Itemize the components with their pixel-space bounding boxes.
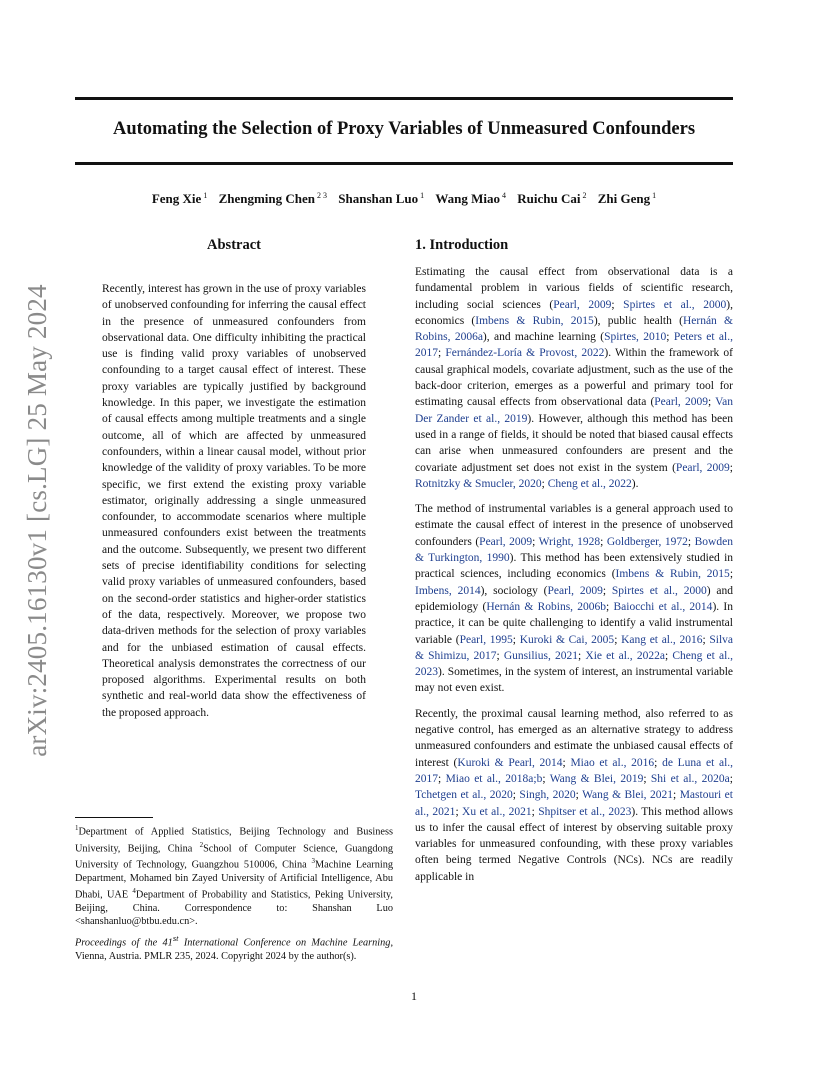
title-rule-bottom xyxy=(75,162,733,165)
citation-link[interactable]: Wang & Blei, 2021 xyxy=(582,789,674,802)
abstract-body: Recently, interest has grown in the use of proxy variables of unobserved confounding for inferring the causal effect in the presence of unmeasured confounders from observational data. One difficulty inhibiting the practical use is finding valid proxy variables of unobserved confounding to a target causal effect of interest. These proxy variables are typically justified by background knowledge. In this paper, we investigate the estimation of causal effects among multiple treatments and a single outcome, all of which are affected by unmeasured confounders, within a linear causal model, without prior knowledge of the validity of proxy variables. To be more specific, we first extend the existing proxy variable estimator, originally addressing a single unmeasured confounder, to accommodate scenarios where multiple unmeasured confounders exist between the treatments and the outcome. Subsequently, we present two different sets of precise identifiability conditions for selecting valid proxy variables of unmeasured confounders, based on the second-order statistics and higher-order statistics of the data, respectively. Moreover, we propose two data-driven methods for the selection of proxy variables and for the unbiased estimation of causal effects. Theoretical analysis demonstrates the correctness of our proposed algorithms. Experimental results on both synthetic and real-world data show the effectiveness of the proposed approach. xyxy=(102,283,366,719)
introduction-body xyxy=(415,264,733,894)
citation-link[interactable]: Xu et al., 2021 xyxy=(462,805,532,818)
abstract-heading: Abstract xyxy=(207,237,261,253)
citation-link[interactable]: Xie et al., 2022a xyxy=(585,649,665,662)
citation-link[interactable]: Pearl, 2009 xyxy=(675,461,730,474)
citation-link[interactable]: Mastouri et al., 2021 xyxy=(415,789,733,818)
citation-link[interactable]: Baiocchi et al., 2014 xyxy=(613,600,713,613)
citation-link[interactable]: Pearl, 2009 xyxy=(479,535,533,548)
citation-link[interactable]: Spirtes et al., 2000 xyxy=(623,298,727,311)
citation-link[interactable]: de Luna et al., 2017 xyxy=(415,756,734,785)
citation-link[interactable]: Shi et al., 2020a xyxy=(650,772,730,785)
citation-link[interactable]: Imbens & Rubin, 2015 xyxy=(475,314,594,327)
arxiv-stamp-text: arXiv:2405.16130v1 [cs.LG] 25 May 2024 xyxy=(21,283,52,757)
citation-link[interactable]: Pearl, 2009 xyxy=(547,584,603,597)
citation-link[interactable]: Miao et al., 2018a;b xyxy=(445,772,543,785)
citation-link[interactable]: Wang & Blei, 2019 xyxy=(549,772,644,785)
citation-link[interactable]: Gunsilius, 2021 xyxy=(503,649,579,662)
footnote-rule xyxy=(75,817,153,818)
citation-link[interactable]: Shpitser et al., 2023 xyxy=(538,805,632,818)
citation-link[interactable]: Van Der Zander et al., 2019 xyxy=(415,396,733,425)
citation-link[interactable]: Rotnitzky & Smucler, 2020 xyxy=(415,477,542,490)
citation-link[interactable]: Kuroki & Cai, 2005 xyxy=(519,633,615,646)
citation-link[interactable]: Tchetgen et al., 2020 xyxy=(415,789,513,802)
citation-link[interactable]: Pearl, 2009 xyxy=(553,298,612,311)
citation-link[interactable]: Kang et al., 2016 xyxy=(621,633,703,646)
author: Shanshan Luo $^1$ xyxy=(338,191,425,207)
citation-link[interactable]: Hernán & Robins, 2006a xyxy=(415,314,733,344)
citation-link[interactable]: Singh, 2020 xyxy=(519,789,576,802)
citation-link[interactable]: Hernán & Robins, 2006b xyxy=(486,600,607,613)
section-heading-introduction: 1. Introduction xyxy=(415,237,509,253)
author: Zhengming Chen $^{2 3}$ xyxy=(218,191,328,207)
intro-paragraph: Estimating the causal effect from observational data is a fundamental problem in various fields of scientific research, including social sciences (Pearl, 2009; Spirtes et al., 2000), economics (Imbens & Rubin, 2015), public health (Hernán & Robins, 2006a), and machine learning (Spirtes, 2010; Peters et al., 2017; Fernández-Loría & Provost, 2022). Within the framework of causal graphical models, covariate adjustment, such as the use of the back-door criterion, emerges as a powerful and primary tool for estimating causal effects from observational data (Pearl, 2009; Van Der Zander et al., 2019). However, although this method has been used in a range of fields, it should be noted that biased causal effects can arise when unmeasured confounders are present and the covariate adjustment set does not exist in the system (Pearl, 2009; Rotnitzky & Smucler, 2020; Cheng et al., 2022). xyxy=(415,266,734,490)
citation-link[interactable]: Miao et al., 2016 xyxy=(570,756,655,769)
citation-link[interactable]: Spirtes, 2010 xyxy=(604,331,667,344)
citation-link[interactable]: Fernández-Loría & Provost, 2022 xyxy=(445,347,605,360)
citation-link[interactable]: Pearl, 2009 xyxy=(654,396,708,409)
citation-link[interactable]: Cheng et al., 2022 xyxy=(547,477,632,490)
citation-link[interactable]: Bowden & Turkington, 1990 xyxy=(415,535,733,565)
intro-paragraph: Recently, the proximal causal learning method, also referred to as negative control, has emerged as an alternative strategy to address unmeasured confounders and estimate the unbiased causal effects of interest (Kuroki & Pearl, 2014; Miao et al., 2016; de Luna et al., 2017; Miao et al., 2018a;b; Wang & Blei, 2019; Shi et al., 2020a; Tchetgen et al., 2020; Singh, 2020; Wang & Blei, 2021; Mastouri et al., 2021; Xu et al., 2021; Shpitser et al., 2023). This method allows us to infer the causal effect of interest by observing suitable proxy variables for unmeasured confounding, with these proxy variables often being termed Negative Controls (NCs). NCs are readily applicable in xyxy=(415,707,734,883)
paper-title: Automating the Selection of Proxy Variables of Unmeasured Confounders xyxy=(112,119,696,139)
citation-link[interactable]: Kuroki & Pearl, 2014 xyxy=(457,756,563,769)
citation-link[interactable]: Imbens & Rubin, 2015 xyxy=(615,568,730,581)
arxiv-stamp xyxy=(20,250,54,790)
proceedings-note: Proceedings of the 41st International Conference on Machine Learning, Vienna, Austria. PMLR 235, 2024. Copyright 2024 by the author(s). xyxy=(75,933,394,962)
author: Zhi Geng $^1$ xyxy=(597,191,657,207)
citation-link[interactable]: Silva & Shimizu, 2017 xyxy=(415,633,734,662)
citation-link[interactable]: Wright, 1928 xyxy=(538,535,601,548)
intro-paragraph: The method of instrumental variables is a general approach used to estimate the causal effect of interest in the presence of unobserved confounders (Pearl, 2009; Wright, 1928; Goldberger, 1972; Bowden & Turkington, 1990). This method has been extensively studied in practical sciences, including economics (Imbens & Rubin, 2015; Imbens, 2014), sociology (Pearl, 2009; Spirtes et al., 2000) and epidemiology (Hernán & Robins, 2006b; Baiocchi et al., 2014). In practice, it can be quite challenging to identify a valid instrumental variable (Pearl, 1995; Kuroki & Cai, 2005; Kang et al., 2016; Silva & Shimizu, 2017; Gunsilius, 2021; Xie et al., 2022a; Cheng et al., 2023). Sometimes, in the system of interest, an instrumental variable may not even exist. xyxy=(415,503,734,695)
author: Ruichu Cai $^2$ xyxy=(517,191,587,207)
author: Wang Miao $^4$ xyxy=(435,191,507,207)
citation-link[interactable]: Peters et al., 2017 xyxy=(415,331,733,360)
citation-link[interactable]: Cheng et al., 2023 xyxy=(415,649,734,679)
citation-link[interactable]: Imbens, 2014 xyxy=(415,584,481,597)
citation-link[interactable]: Goldberger, 1972 xyxy=(606,535,688,548)
citation-link[interactable]: Spirtes et al., 2000 xyxy=(611,584,707,597)
author-list xyxy=(75,191,733,207)
author: Feng Xie $^1$ xyxy=(151,191,208,207)
affiliation-footnote: $^1$Department of Applied Statistics, Beijing Technology and Business University, Beijing, China $^2$School of Computer Science, Guangdong University of Technology, Guangzhou 510006, China $^3$Machine Learning Department, Mohamed bin Zayed University of Artificial Intelligence, Abu Dhabi, UAE $^4$Department of Probability and Statistics, Peking University, Beijing, China. Correspondence to: Shanshan Luo <shanshanluo@btbu.edu.cn>. xyxy=(75,824,393,928)
page-number: 1 xyxy=(411,989,417,1003)
title-rule-top xyxy=(75,97,733,100)
citation-link[interactable]: Pearl, 1995 xyxy=(459,633,513,646)
